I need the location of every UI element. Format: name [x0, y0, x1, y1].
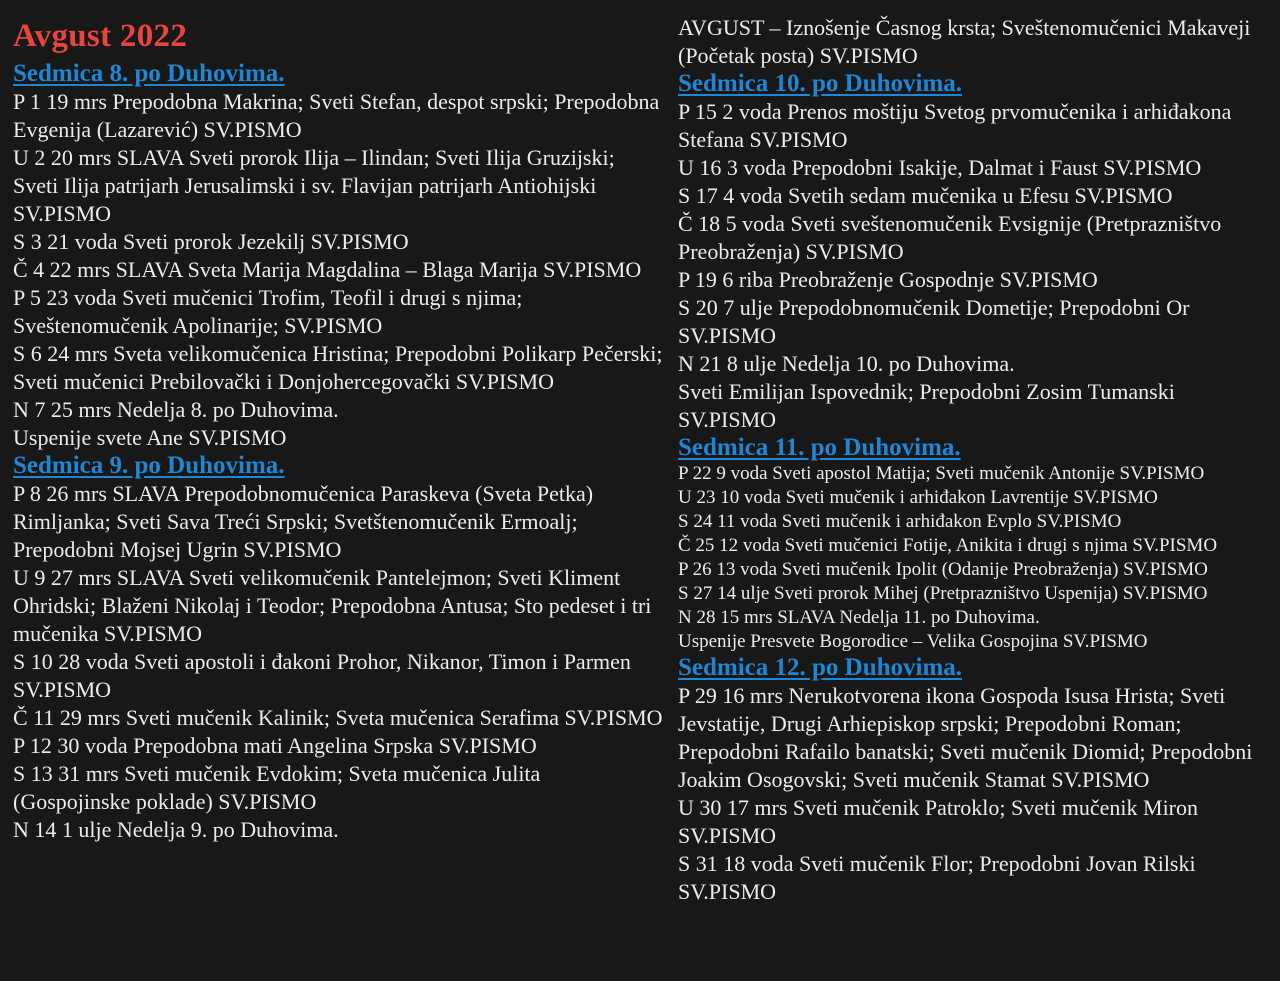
calendar-entry: N 21 8 ulje Nedelja 10. po Duhovima. [678, 351, 1015, 376]
right-entries [678, 14, 1278, 906]
calendar-entry: S 24 11 voda Sveti mučenik i arhiđakon Evplo SV.PISMO [678, 511, 1122, 532]
calendar-entry: S 17 4 voda Svetih sedam mučenika u Efesu SV.PISMO [678, 183, 1173, 208]
calendar-entry: P 8 26 mrs SLAVA Prepodobnomučenica Paraskeva (Sveta Petka) Rimljanka; Sveti Sava Treći Srpski; Svetštenomučenik Ermoalj; Prepodobni Mojsej Ugrin SV.PISMO [13, 481, 594, 562]
calendar-entry: U 30 17 mrs Sveti mučenik Patroklo; Sveti mučenik Miron SV.PISMO [678, 795, 1199, 848]
week-heading: Sedmica 10. po Duhovima. [678, 70, 963, 97]
calendar-entry: Uspenije svete Ane SV.PISMO [13, 425, 287, 450]
week-heading: Sedmica 12. po Duhovima. [678, 654, 963, 681]
calendar-entry: S 13 31 mrs Sveti mučenik Evdokim; Sveta mučenica Julita (Gospojinske poklade) SV.PISMO [13, 761, 541, 814]
calendar-entry: Č 4 22 mrs SLAVA Sveta Marija Magdalina – Blaga Marija SV.PISMO [13, 257, 642, 282]
right-column [678, 14, 1278, 906]
calendar-entry: S 10 28 voda Sveti apostoli i đakoni Prohor, Nikanor, Timon i Parmen SV.PISMO [13, 649, 631, 702]
calendar-entry: S 31 18 voda Sveti mučenik Flor; Prepodobni Jovan Rilski SV.PISMO [678, 851, 1196, 904]
calendar-entry: Č 18 5 voda Sveti sveštenomučenik Evsignije (Pretprazništvo Preobraženja) SV.PISMO [678, 211, 1222, 264]
calendar-entry: N 7 25 mrs Nedelja 8. po Duhovima. [13, 397, 339, 422]
calendar-entry: P 22 9 voda Sveti apostol Matija; Sveti mučenik Antonije SV.PISMO [678, 463, 1205, 484]
calendar-entry: U 16 3 voda Prepodobni Isakije, Dalmat i Faust SV.PISMO [678, 155, 1202, 180]
calendar-entry: P 19 6 riba Preobraženje Gospodnje SV.PISMO [678, 267, 1098, 292]
calendar-entry: P 1 19 mrs Prepodobna Makrina; Sveti Stefan, despot srpski; Prepodobna Evgenija (Lazarević) SV.PISMO [13, 89, 660, 142]
calendar-entry: AVGUST – Iznošenje Časnog krsta; Sveštenomučenici Makaveji (Početak posta) SV.PISMO [678, 15, 1251, 68]
calendar-entry: P 12 30 voda Prepodobna mati Angelina Srpska SV.PISMO [13, 733, 537, 758]
calendar-entry: P 15 2 voda Prenos moštiju Svetog prvomučenika i arhiđakona Stefana SV.PISMO [678, 99, 1232, 152]
calendar-entry: S 3 21 voda Sveti prorok Jezekilj SV.PISMO [13, 229, 409, 254]
calendar-entry: N 14 1 ulje Nedelja 9. po Duhovima. [13, 817, 339, 842]
week-heading: Sedmica 11. po Duhovima. [678, 434, 961, 461]
calendar-entry: S 20 7 ulje Prepodobnomučenik Dometije; Prepodobni Or SV.PISMO [678, 295, 1190, 348]
calendar-entry: Č 25 12 voda Sveti mučenici Fotije, Anikita i drugi s njima SV.PISMO [678, 535, 1218, 556]
calendar-entry: U 9 27 mrs SLAVA Sveti velikomučenik Pantelejmon; Sveti Kliment Ohridski; Blaženi Nikolaj i Teodor; Prepodobna Antusa; Sto pedeset i tri mučenika SV.PISMO [13, 565, 652, 646]
week-heading: Sedmica 8. po Duhovima. [13, 60, 285, 87]
calendar-entry: Sveti Emilijan Ispovednik; Prepodobni Zosim Tumanski SV.PISMO [678, 379, 1175, 432]
page-title: Avgust 2022 [13, 18, 188, 54]
calendar-entry: U 2 20 mrs SLAVA Sveti prorok Ilija – Ilindan; Sveti Ilija Gruzijski; Sveti Ilija patrijarh Jerusalimski i sv. Flavijan patrijarh Antiohijski SV.PISMO [13, 145, 615, 226]
calendar-entry: Č 11 29 mrs Sveti mučenik Kalinik; Sveta mučenica Serafima SV.PISMO [13, 705, 663, 730]
calendar-entry: S 27 14 ulje Sveti prorok Mihej (Pretprazništvo Uspenija) SV.PISMO [678, 583, 1208, 604]
calendar-entry: P 26 13 voda Sveti mučenik Ipolit (Odanije Preobraženja) SV.PISMO [678, 559, 1208, 580]
calendar-entry: P 5 23 voda Sveti mučenici Trofim, Teofil i drugi s njima; Sveštenomučenik Apolinarije; SV.PISMO [13, 285, 523, 338]
left-column [13, 14, 663, 844]
calendar-entry: S 6 24 mrs Sveta velikomučenica Hristina; Prepodobni Polikarp Pečerski; Sveti mučenici Prebilovački i Donjohercegovački SV.PISMO [13, 341, 663, 394]
calendar-entry: U 23 10 voda Sveti mučenik i arhiđakon Lavrentije SV.PISMO [678, 487, 1158, 508]
left-entries [13, 60, 663, 844]
week-heading: Sedmica 9. po Duhovima. [13, 452, 285, 479]
calendar-entry: P 29 16 mrs Nerukotvorena ikona Gospoda Isusa Hrista; Sveti Jevstatije, Drugi Arhiepiskop srpski; Prepodobni Roman; Prepodobni Rafailo banatski; Sveti mučenik Diomid; Prepodobni Joakim Osogovski; Sveti mučenik Stamat SV.PISMO [678, 683, 1253, 792]
calendar-entry: N 28 15 mrs SLAVA Nedelja 11. po Duhovima. [678, 607, 1040, 628]
calendar-entry: Uspenije Presvete Bogorodice – Velika Gospojina SV.PISMO [678, 631, 1148, 652]
